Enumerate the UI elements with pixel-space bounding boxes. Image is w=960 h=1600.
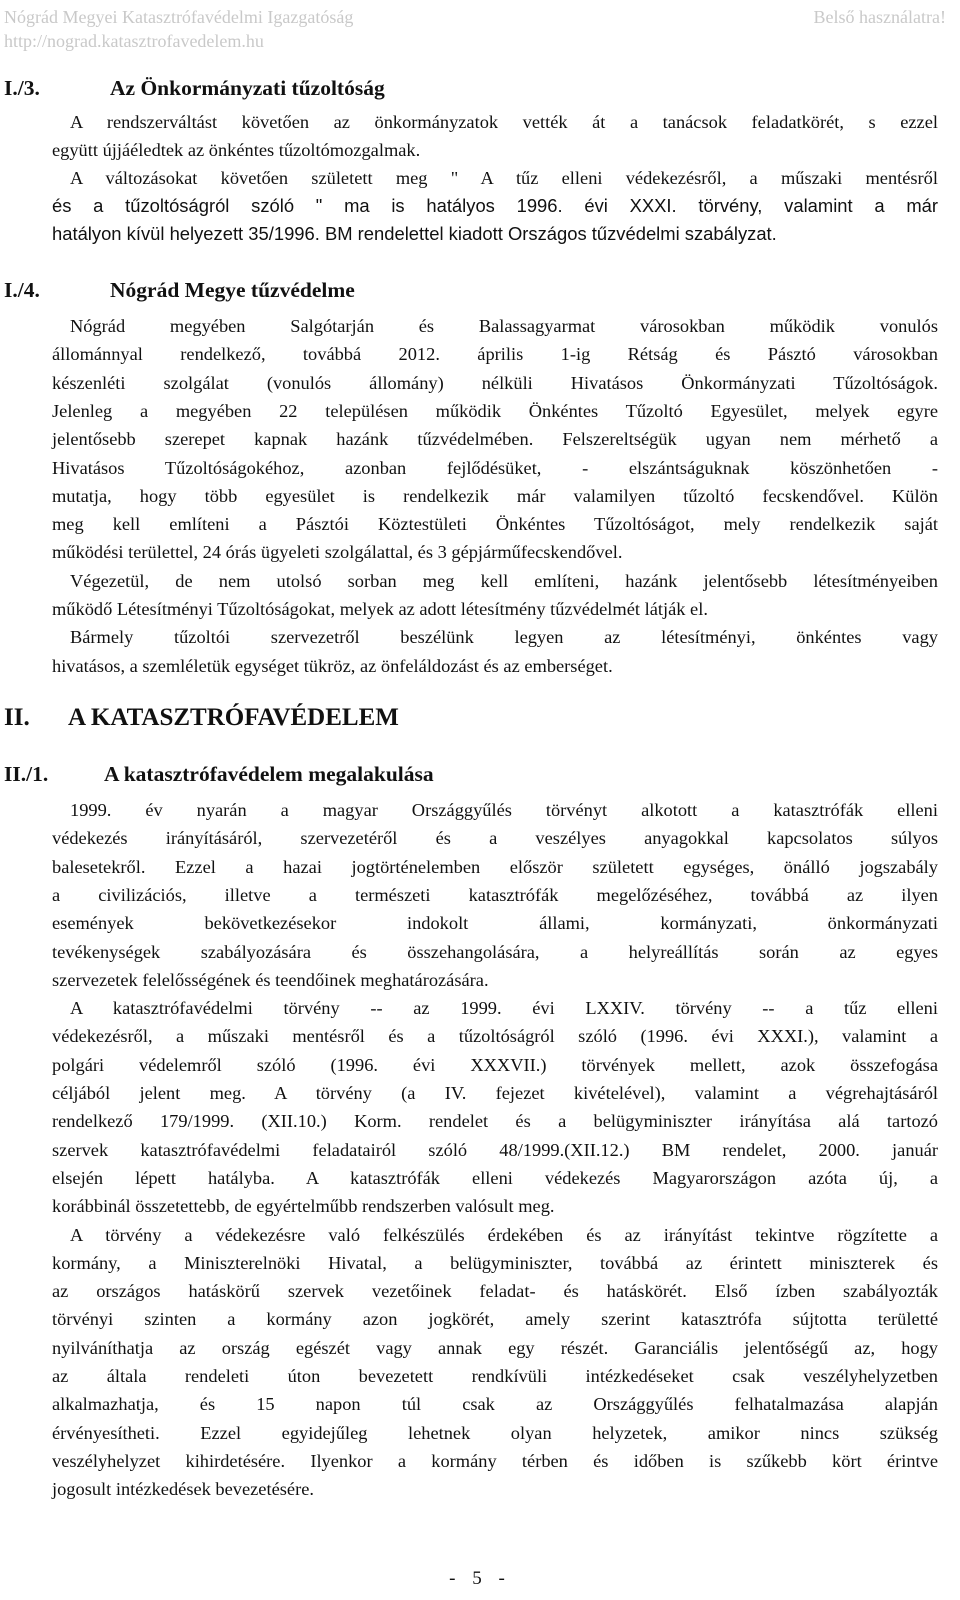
text-line: A katasztrófavédelmi törvény -- az 1999. évi LXXIV. törvény -- a tűz elleni	[70, 998, 938, 1019]
text-line: balesetekről. Ezzel a hazai jogtörténelemben először született egységes, önálló jogszabály	[52, 856, 938, 877]
text-line: meg kell említeni a Pásztói Köztestületi Önkéntes Tűzoltóságot, mely rendelkezik saját	[52, 514, 938, 535]
text-line: szervek katasztrófavédelmi feladatairól szóló 48/1999.(XII.12.) BM rendelet, 2000. január	[52, 1139, 938, 1160]
text-line: korábbinál összetettebb, de egyértelműbb rendszerben valósult meg.	[52, 1196, 555, 1217]
text-line: működő Létesítményi Tűzoltóságokat, melyek az adott létesítmény tűzvédelmét látják el.	[52, 599, 708, 619]
chapter-title: A KATASZTRÓFAVÉDELEM	[68, 704, 399, 731]
text-line: Nógrád megyében Salgótarján és Balassagyarmat városokban működik vonulós	[70, 316, 938, 336]
text-line: jogosult intézkedések bevezetésére.	[52, 1479, 314, 1500]
text-line: A törvény a védekezésre való felkészülés érdekében és az irányítást tekintve rögzítette a	[70, 1224, 938, 1245]
text-line: jelentősebb szerepet kapnak hazánk tűzvédelmében. Felszereltségük ugyan nem mérhető a	[52, 429, 938, 450]
text-line: A rendszerváltást követően az önkormányzatok vették át a tanácsok feladatkörét, s ezzel	[70, 112, 938, 132]
chapter-number: II.	[4, 704, 30, 731]
text-line: állománnyal rendelkező, továbbá 2012. április 1-ig Rétság és Pásztó városokban	[52, 344, 938, 365]
text-line: hivatásos, a szemléletük egységet tükröz, az önfeláldozást és az emberséget.	[52, 655, 613, 676]
section-number: I./3.	[4, 76, 40, 100]
text-line: és a tűzoltóságról szóló " ma is hatályos 1996. évi XXXI. törvény, valamint a már	[52, 195, 938, 216]
text-line: az országos hatáskörű szervek vezetőinek feladat- és hatáskörét. Első ízben szabályozták	[52, 1281, 938, 1302]
text-line: a civilizációs, illetve a természeti katasztrófák megelőzéséhez, továbbá az ilyen	[52, 884, 938, 905]
header-classification: Belső használatra!	[813, 7, 946, 27]
header-org: Nógrád Megyei Katasztrófavédelmi Igazgatóság	[4, 7, 354, 27]
section-number: I./4.	[4, 278, 40, 302]
text-line: polgári védelemről szóló (1996. évi XXXVII.) törvények mellett, azok összefogása	[52, 1054, 938, 1075]
text-line: készenléti szolgálat (vonulós állomány) nélküli Hivatásos Önkormányzati Tűzoltóságok.	[52, 372, 938, 393]
text-line: Jelenleg a megyében 22 településen működik Önkéntes Tűzoltó Egyesület, melyek egyre	[52, 400, 938, 421]
section-title: Nógrád Megye tűzvédelme	[110, 278, 355, 302]
text-line: törvényi szinten a kormány azon jogkörét, amely szerint katasztrófa sújtotta területté	[52, 1309, 938, 1330]
text-line: Végezetül, de nem utolsó sorban meg kell említeni, hazánk jelentősebb létesítményeiben	[70, 570, 938, 591]
text-line: mutatja, hogy több egyesület is rendelkezik már valamilyen tűzoltó fecskendővel. Külön	[52, 485, 938, 506]
text-line: együtt újjáéledtek az önkéntes tűzoltómozgalmak.	[52, 140, 421, 160]
text-line: érvényesítheti. Ezzel egyidejűleg lehetnek olyan helyzetek, amikor nincs szükség	[52, 1422, 938, 1443]
text-line: az általa rendeleti úton bevezetett rendkívüli intézkedéseket csak veszélyhelyzetben	[52, 1366, 938, 1386]
text-line: működési területtel, 24 órás ügyeleti szolgálattal, és 3 gépjárműfecskendővel.	[52, 542, 623, 563]
text-line: védekezés irányításáról, szervezetéről és a veszélyes anyagokkal kapcsolatos súlyos	[52, 828, 938, 849]
section-title: Az Önkormányzati tűzoltóság	[110, 76, 385, 100]
text-line: nyilváníthatja az ország egészét vagy annak egy részét. Garanciális jelentőségű az, hogy	[52, 1337, 938, 1358]
text-line: hatályon kívül helyezett 35/1996. BM rendelettel kiadott Országos tűzvédelmi szabályzat.	[52, 223, 777, 244]
section-number: II./1.	[4, 762, 49, 786]
text-line: rendelkező 179/1999. (XII.10.) Korm. rendelet és a belügyminiszter irányítása alá tartozó	[52, 1111, 938, 1132]
header-url[interactable]: http://nograd.katasztrofavedelem.hu	[4, 31, 264, 51]
text-line: kormány, a Miniszterelnöki Hivatal, a belügyminiszter, továbbá az érintett miniszterek és	[52, 1252, 938, 1273]
text-line: elsején lépett hatályba. A katasztrófák elleni védekezés Magyarországon azóta új, a	[52, 1167, 938, 1188]
text-line: alkalmazhatja, és 15 napon túl csak az Országgyűlés felhatalmazása alapján	[52, 1394, 938, 1415]
text-line: céljából jelent meg. A törvény (a IV. fejezet kivételével), valamint a végrehajtásáról	[52, 1083, 938, 1103]
text-line: szervezetek felelősségének és teendőinek meghatározására.	[52, 969, 489, 990]
text-line: események bekövetkezésekor indokolt állami, kormányzati, önkormányzati	[52, 913, 938, 934]
page-number: - 5 -	[449, 1568, 511, 1589]
text-line: A változásokat követően született meg " A tűz elleni védekezésről, a műszaki mentésről	[70, 168, 938, 188]
text-line: veszélyhelyzet kihirdetésére. Ilyenkor a kormány térben és időben is szűkebb kört érintve	[52, 1450, 938, 1471]
text-line: Bármely tűzoltói szervezetről beszélünk legyen az létesítményi, önkéntes vagy	[70, 627, 938, 648]
text-line: védekezésről, a műszaki mentésről és a tűzoltóságról szóló (1996. évi XXXI.), valamint a	[52, 1026, 938, 1047]
section-title: A katasztrófavédelem megalakulása	[104, 762, 434, 786]
text-line: 1999. év nyarán a magyar Országgyűlés törvényt alkotott a katasztrófák elleni	[70, 800, 938, 820]
text-line: tevékenységek szabályozására és összehangolására, a helyreállítás során az egyes	[52, 941, 938, 962]
text-line: Hivatásos Tűzoltóságokéhoz, azonban fejlődésüket, - elszántságuknak köszönhetően -	[52, 457, 938, 478]
